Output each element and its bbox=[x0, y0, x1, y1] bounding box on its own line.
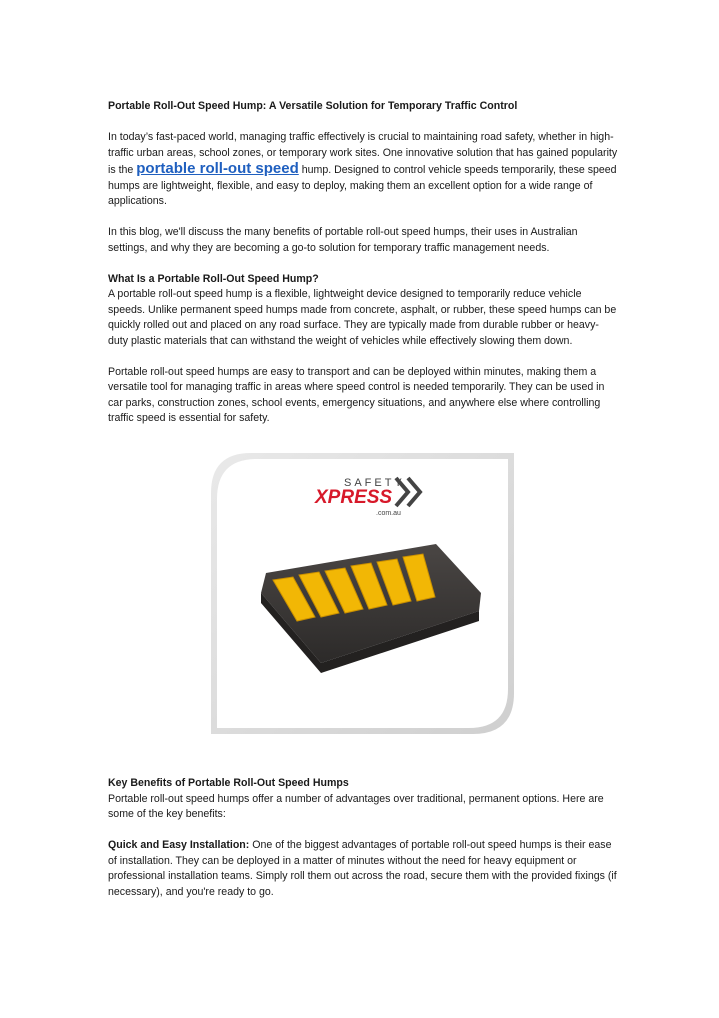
section-heading-what-is: What Is a Portable Roll-Out Speed Hump? bbox=[108, 272, 319, 285]
intro-text-2: hump. Designed to control vehicle speeds temporarily, these speed humps are lightweight, flexible, and easy to deploy, making them an excellent option for a wide range of applications. bbox=[108, 164, 617, 207]
usage-paragraph: Portable roll-out speed humps are easy to transport and can be deployed within minutes, making them a versatile tool for managing traffic in areas where speed control is needed temporarily. They can be used in car parks, construction zones, school events, emergency situations, and anywhere else where controlling traffic speed is essential for safety. bbox=[108, 365, 605, 424]
definition-paragraph: A portable roll-out speed hump is a flexible, lightweight device designed to temporarily reduce vehicle speeds. Unlike permanent speed humps made from concrete, asphalt, or rubber, these speed humps can be quickly rolled out and placed on any road surface. They are typically made from durable rubber or heavy-duty plastic materials that can withstand the weight of vehicles while effectively slowing them down. bbox=[108, 288, 617, 347]
section-heading-benefits: Key Benefits of Portable Roll-Out Speed Humps bbox=[108, 777, 349, 789]
logo-top-text: SAFETY bbox=[344, 477, 405, 489]
speed-hump-photo bbox=[211, 453, 514, 734]
benefits-section bbox=[108, 776, 618, 900]
document-body bbox=[108, 99, 618, 427]
blog-overview-paragraph: In this blog, we'll discuss the many benefits of portable roll-out speed humps, their uses in Australian settings, and why they are becoming a go-to solution for temporary traffic management needs. bbox=[108, 226, 578, 254]
benefit-installation-paragraph bbox=[108, 838, 618, 900]
benefits-intro-paragraph: Portable roll-out speed humps offer a number of advantages over traditional, permanent options. Here are some of the key benefits: bbox=[108, 792, 604, 820]
benefit-installation-label: Quick and Easy Installation: bbox=[108, 839, 250, 851]
benefit-installation-text: One of the biggest advantages of portable roll-out speed humps is their ease of installation. They can be deployed in a matter of minutes without the need for heavy equipment or professional installation teams. Simply roll them out across the road, secure them with the provided fixings (if necessary), and you're ready to go. bbox=[108, 839, 617, 898]
intro-paragraph bbox=[108, 130, 618, 210]
product-image bbox=[211, 453, 514, 734]
intro-text-1: In today’s fast-paced world, managing traffic effectively is crucial to maintaining road safety, whether in high-traffic urban areas, school zones, or temporary work sites. One innovative solution that has gained popularity is the bbox=[108, 131, 618, 176]
logo-domain-text: .com.au bbox=[376, 510, 401, 517]
document-title: Portable Roll-Out Speed Hump: A Versatile Solution for Temporary Traffic Control bbox=[108, 100, 518, 112]
logo-main-text: XPRESS bbox=[315, 487, 393, 508]
product-link[interactable]: portable roll-out speed bbox=[136, 160, 299, 177]
